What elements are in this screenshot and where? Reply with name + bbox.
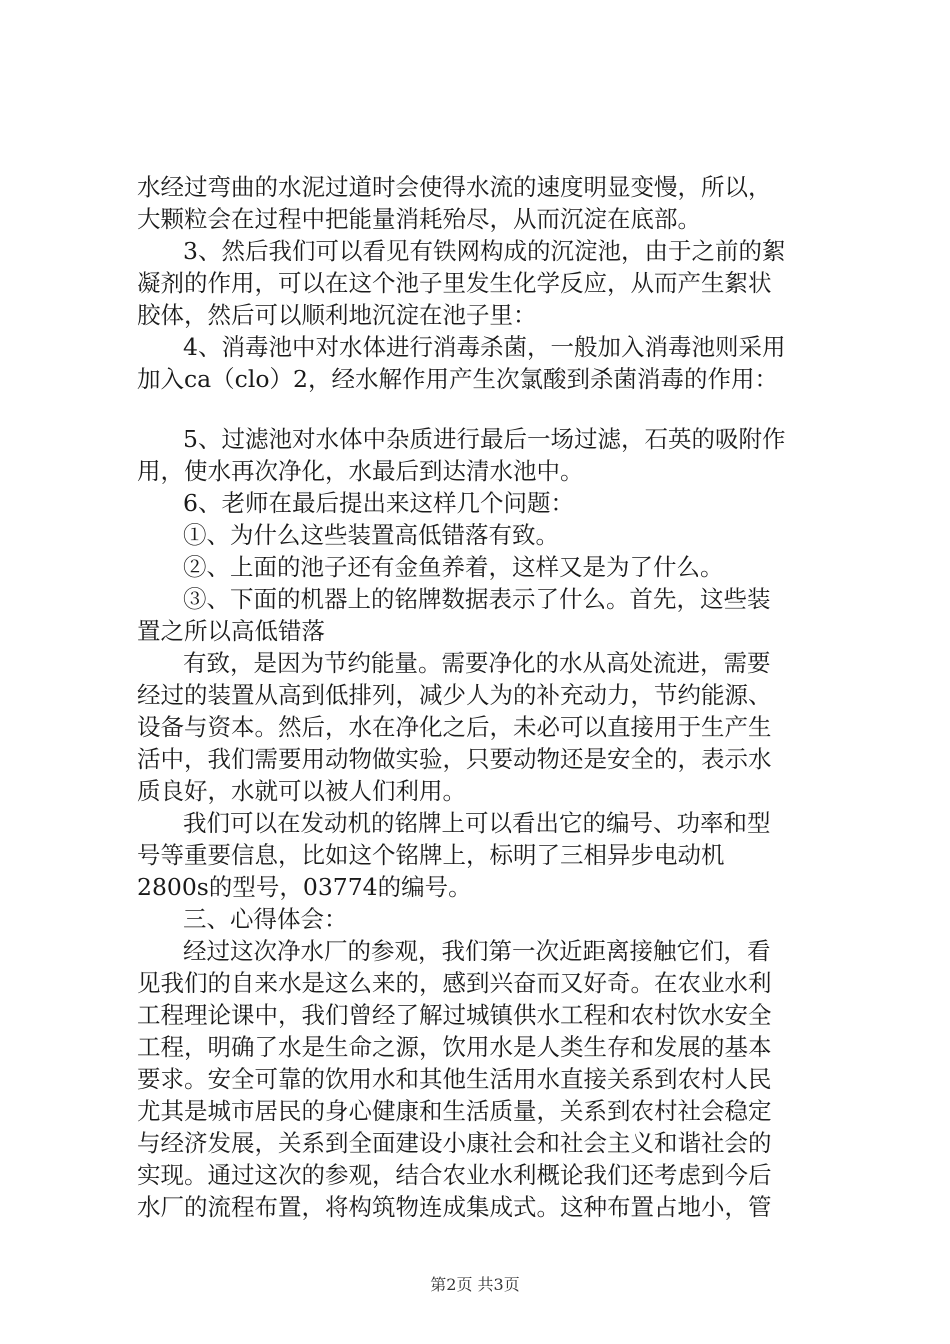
text-line: ②、上面的池子还有金鱼养着，这样又是为了什么。 xyxy=(183,553,724,581)
text-line: 水经过弯曲的水泥过道时会使得水流的速度明显变慢，所以， xyxy=(137,173,772,201)
text-line: 尤其是城市居民的身心健康和生活质量，关系到农村社会稳定 xyxy=(137,1097,772,1125)
text-line: 经过这次净水厂的参观，我们第一次近距离接触它们，看 xyxy=(183,937,771,965)
text-line: 大颗粒会在过程中把能量消耗殆尽，从而沉淀在底部。 xyxy=(137,205,701,233)
text-line: 要求。安全可靠的饮用水和其他生活用水直接关系到农村人民 xyxy=(137,1065,772,1093)
text-line: 3、然后我们可以看见有铁网构成的沉淀池，由于之前的絮 xyxy=(183,237,786,265)
text-line: 置之所以高低错落 xyxy=(137,617,325,645)
document-body xyxy=(137,171,837,1223)
text-line: 胶体，然后可以顺利地沉淀在池子里： xyxy=(137,301,537,329)
text-line: 质良好，水就可以被人们利用。 xyxy=(137,777,466,805)
paragraph-gap xyxy=(137,395,837,423)
text-line: 号等重要信息，比如这个铭牌上，标明了三相异步电动机 xyxy=(137,841,725,869)
text-line: 凝剂的作用，可以在这个池子里发生化学反应，从而产生絮状 xyxy=(137,269,772,297)
text-line: 与经济发展，关系到全面建设小康社会和社会主义和谐社会的 xyxy=(137,1129,772,1157)
text-line: 工程理论课中，我们曾经了解过城镇供水工程和农村饮水安全 xyxy=(137,1001,772,1029)
text-line: 6、老师在最后提出来这样几个问题： xyxy=(183,489,574,517)
section-heading: 三、心得体会： xyxy=(183,905,348,933)
text-line: 我们可以在发动机的铭牌上可以看出它的编号、功率和型 xyxy=(183,809,771,837)
text-line: 有致，是因为节约能量。需要净化的水从高处流进，需要 xyxy=(183,649,771,677)
text-line: 活中，我们需要用动物做实验，只要动物还是安全的，表示水 xyxy=(137,745,772,773)
text-line: 水厂的流程布置，将构筑物连成集成式。这种布置占地小，管 xyxy=(137,1193,772,1221)
text-line: ③、下面的机器上的铭牌数据表示了什么。首先，这些装 xyxy=(183,585,771,613)
text-line: 4、消毒池中对水体进行消毒杀菌，一般加入消毒池则采用 xyxy=(183,333,786,361)
text-line: 实现。通过这次的参观，结合农业水利概论我们还考虑到今后 xyxy=(137,1161,772,1189)
text-line: 用，使水再次净化，水最后到达清水池中。 xyxy=(137,457,584,485)
text-line: 5、过滤池对水体中杂质进行最后一场过滤，石英的吸附作 xyxy=(183,425,786,453)
text-line: 设备与资本。然后，水在净化之后，未必可以直接用于生产生 xyxy=(137,713,772,741)
text-line: 2800s的型号，03774的编号。 xyxy=(137,873,472,901)
text-line: 见我们的自来水是这么来的，感到兴奋而又好奇。在农业水利 xyxy=(137,969,772,997)
page-footer: 第2页 共3页 xyxy=(430,1275,520,1294)
text-line: ①、为什么这些装置高低错落有致。 xyxy=(183,521,559,549)
text-line: 工程，明确了水是生命之源，饮用水是人类生存和发展的基本 xyxy=(137,1033,772,1061)
text-line: 加入ca（clo）2，经水解作用产生次氯酸到杀菌消毒的作用： xyxy=(137,365,778,393)
text-line: 经过的装置从高到低排列，减少人为的补充动力，节约能源、 xyxy=(137,681,772,709)
